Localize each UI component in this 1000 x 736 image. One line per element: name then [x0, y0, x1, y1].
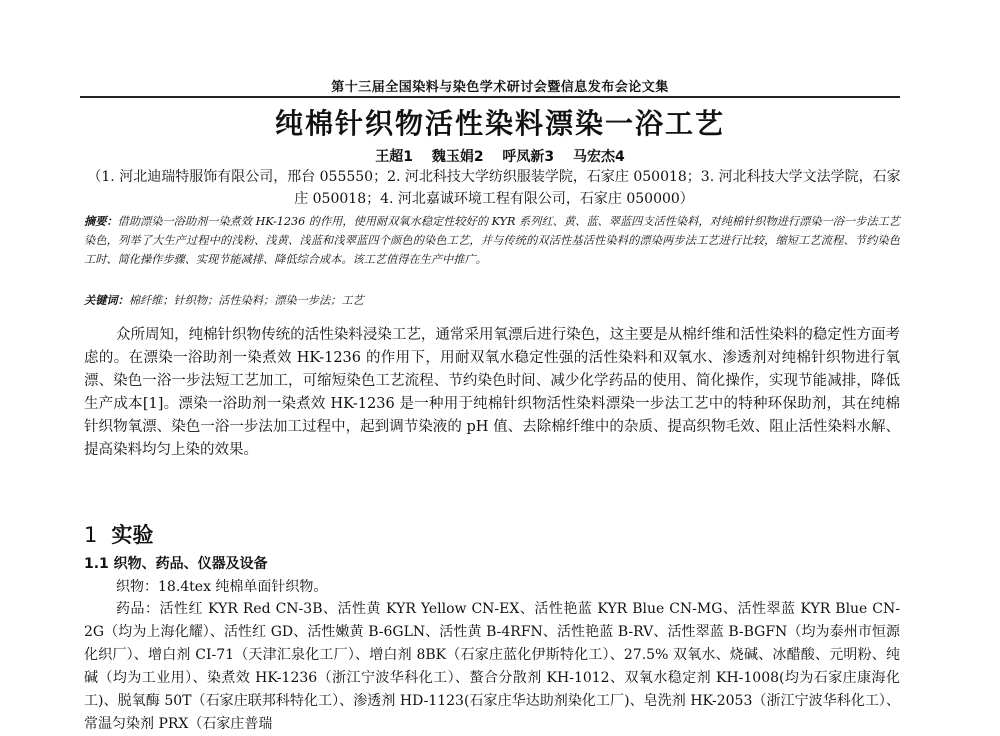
abstract-text: 借助漂染一浴助剂一染煮效 HK-1236 的作用，使用耐双氧水稳定性较好的 KYR 系列红、黄、蓝、翠蓝四支活性染料，对纯棉针织物进行漂染一浴一步法工艺染色，列举了大生产过程中的浅粉、浅黄、浅蓝和浅翠蓝四个颜色的染色工艺，并与传统的双活性基活性染料的漂染两步法工艺进行比较，缩短工艺流程、节约染色工时、简化操作步骤、实现节能减排、降低综合成本。该工艺值得在生产中推广。: [84, 215, 900, 266]
keywords-label: 关键词：: [84, 293, 129, 307]
affiliations: （1. 河北迪瑞特服饰有限公司，邢台 055550；2. 河北科技大学纺织服装学院，石家庄 050018；3. 河北科技大学文法学院，石家庄 050018；4. 河北嘉诚环境工程有限公司，石家庄 050000）: [87, 169, 901, 207]
abstract: [84, 212, 900, 269]
section-title: 实验: [111, 523, 154, 547]
keywords-text: 棉纤维；针织物；活性染料；漂染一步法；工艺: [128, 294, 364, 307]
fabric-line: 织物：18.4tex 纯棉单面针织物。: [116, 579, 328, 595]
paper-title: 纯棉针织物活性染料漂染一浴工艺: [274, 107, 725, 140]
header-rule: [80, 96, 900, 98]
abstract-label: 摘要：: [84, 214, 118, 228]
subsection-heading: 1.1 织物、药品、仪器及设备: [84, 556, 268, 572]
keywords: [84, 291, 900, 310]
authors: 王超1 魏玉娟2 呼凤新3 马宏杰4: [375, 149, 625, 165]
section-heading: [84, 519, 153, 549]
section-number: 1: [84, 523, 98, 547]
chemicals-paragraph: 药品：活性红 KYR Red CN-3B、活性黄 KYR Yellow CN-EX、活性艳蓝 KYR Blue CN-MG、活性翠蓝 KYR Blue CN-2G（均为上海化耀）、活性红 GD、活性嫩黄 B-6GLN、活性黄 B-4RFN、活性艳蓝 B-RV、活性翠蓝 B-BGFN（均为泰州市恒源化织厂）、增白剂 CI-71（天津汇泉化工厂）、增白剂 8BK（石家庄蓝化伊斯特化工）、27.5% 双氧水、烧碱、冰醋酸、元明粉、纯碱（均为工业用）、染煮效 HK-1236（浙江宁波华科化工）、螯合分散剂 KH-1012、双氧水稳定剂 KH-1008(均为石家庄康海化工)、脱氧酶 50T（石家庄联邦科特化工）、渗透剂 HD-1123(石家庄华达助剂染化工厂)、皂洗剂 HK-2053（浙江宁波华科化工）、常温匀染剂 PRX（石家庄普瑞: [84, 601, 900, 732]
running-header: 第十三届全国染料与染色学术研讨会暨信息发布会论文集: [331, 80, 669, 95]
intro-paragraph: 众所周知，纯棉针织物传统的活性染料浸染工艺，通常采用氧漂后进行染色，这主要是从棉纤维和活性染料的稳定性方面考虑的。在漂染一浴助剂一染煮效 HK-1236 的作用下，用耐双氧水稳定性强的活性染料和双氧水、渗透剂对纯棉针织物进行氧漂、染色一浴一步法短工艺加工，可缩短染色工艺流程、节约染色时间、减少化学药品的使用、简化操作，实现节能减排，降低生产成本[1]。漂染一浴助剂一染煮效 HK-1236 是一种用于纯棉针织物活性染料漂染一步法工艺中的特种环保助剂，其在纯棉针织物氧漂、染色一浴一步法加工过程中，起到调节染液的 pH 值、去除棉纤维中的杂质、提高织物毛效、阻止活性染料水解、提高染料均匀上染的效果。: [84, 327, 900, 458]
